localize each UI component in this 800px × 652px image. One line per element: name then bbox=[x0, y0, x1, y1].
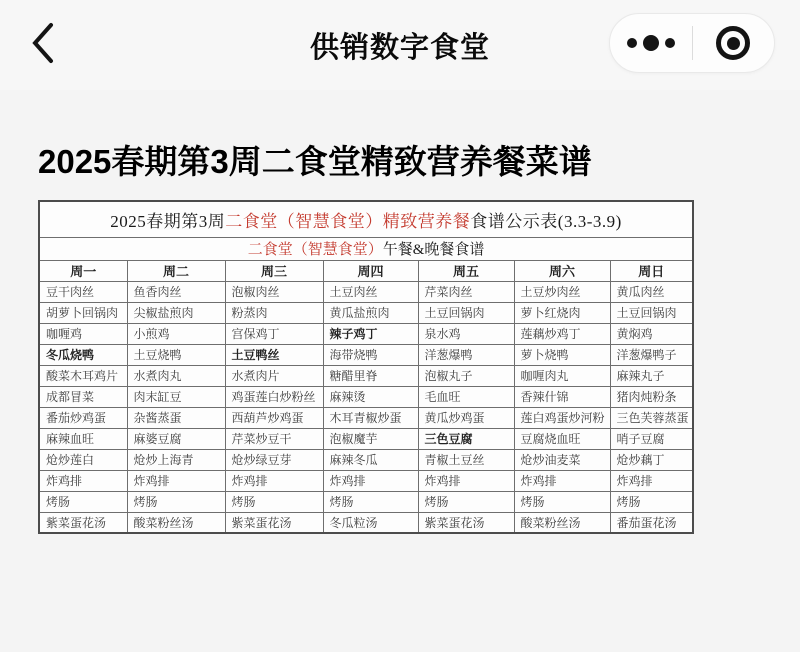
nav-bar bbox=[0, 0, 800, 90]
menu-cell: 烤肠 bbox=[514, 491, 610, 512]
title-segment: 食谱公示表(3.3-3.9) bbox=[470, 211, 622, 231]
miniprogram-capsule bbox=[609, 13, 775, 73]
menu-cell: 酸菜木耳鸡片 bbox=[39, 365, 127, 386]
menu-cell: 黄瓜肉丝 bbox=[610, 281, 693, 302]
menu-cell: 鱼香肉丝 bbox=[127, 281, 225, 302]
menu-cell: 豆干肉丝 bbox=[39, 281, 127, 302]
menu-cell: 洋葱爆鸭 bbox=[418, 344, 514, 365]
menu-cell: 萝卜红烧肉 bbox=[514, 302, 610, 323]
menu-cell: 麻辣血旺 bbox=[39, 428, 127, 449]
menu-cell: 黄焖鸡 bbox=[610, 323, 693, 344]
menu-row bbox=[39, 407, 693, 428]
menu-cell: 酸菜粉丝汤 bbox=[127, 512, 225, 533]
menu-cell: 泉水鸡 bbox=[418, 323, 514, 344]
menu-cell: 炸鸡排 bbox=[418, 470, 514, 491]
menu-table-subtitle bbox=[39, 237, 693, 260]
menu-cell: 猪肉炖粉条 bbox=[610, 386, 693, 407]
chevron-left-icon bbox=[28, 20, 58, 71]
day-header-cell: 周四 bbox=[323, 260, 418, 281]
menu-cell: 木耳青椒炒蛋 bbox=[323, 407, 418, 428]
menu-cell: 泡椒丸子 bbox=[418, 365, 514, 386]
menu-cell: 水煮肉丸 bbox=[127, 365, 225, 386]
menu-cell: 莲藕炒鸡丁 bbox=[514, 323, 610, 344]
menu-cell: 土豆回锅肉 bbox=[610, 302, 693, 323]
menu-row bbox=[39, 512, 693, 533]
menu-cell: 炝炒莲白 bbox=[39, 449, 127, 470]
menu-cell: 哨子豆腐 bbox=[610, 428, 693, 449]
menu-cell: 三色豆腐 bbox=[418, 428, 514, 449]
menu-cell: 烤肠 bbox=[418, 491, 514, 512]
menu-cell: 水煮肉片 bbox=[225, 365, 323, 386]
menu-cell: 成都冒菜 bbox=[39, 386, 127, 407]
menu-row bbox=[39, 449, 693, 470]
menu-cell: 土豆烧鸭 bbox=[127, 344, 225, 365]
day-header-cell: 周六 bbox=[514, 260, 610, 281]
menu-table bbox=[38, 200, 694, 534]
menu-row bbox=[39, 323, 693, 344]
menu-cell: 泡椒魔芋 bbox=[323, 428, 418, 449]
menu-cell: 番茄炒鸡蛋 bbox=[39, 407, 127, 428]
menu-row bbox=[39, 302, 693, 323]
menu-cell: 尖椒盐煎肉 bbox=[127, 302, 225, 323]
menu-cell: 炸鸡排 bbox=[127, 470, 225, 491]
menu-cell: 辣子鸡丁 bbox=[323, 323, 418, 344]
menu-cell: 香辣什锦 bbox=[514, 386, 610, 407]
menu-cell: 麻辣丸子 bbox=[610, 365, 693, 386]
menu-cell: 黄瓜盐煎肉 bbox=[323, 302, 418, 323]
menu-row bbox=[39, 470, 693, 491]
menu-cell: 炸鸡排 bbox=[323, 470, 418, 491]
menu-cell: 芹菜炒豆干 bbox=[225, 428, 323, 449]
menu-cell: 紫菜蛋花汤 bbox=[418, 512, 514, 533]
close-home-button[interactable] bbox=[693, 14, 775, 72]
menu-cell: 冬瓜粒汤 bbox=[323, 512, 418, 533]
menu-cell: 烤肠 bbox=[610, 491, 693, 512]
menu-cell: 土豆肉丝 bbox=[323, 281, 418, 302]
menu-cell: 黄瓜炒鸡蛋 bbox=[418, 407, 514, 428]
day-header-cell: 周日 bbox=[610, 260, 693, 281]
ellipsis-icon bbox=[627, 35, 675, 51]
day-header-cell: 周一 bbox=[39, 260, 127, 281]
menu-cell: 麻辣冬瓜 bbox=[323, 449, 418, 470]
menu-cell: 麻辣烫 bbox=[323, 386, 418, 407]
menu-cell: 莲白鸡蛋炒河粉 bbox=[514, 407, 610, 428]
back-button[interactable] bbox=[26, 22, 60, 68]
menu-cell: 土豆炒肉丝 bbox=[514, 281, 610, 302]
menu-cell: 西葫芦炒鸡蛋 bbox=[225, 407, 323, 428]
menu-cell: 炝炒藕丁 bbox=[610, 449, 693, 470]
menu-row bbox=[39, 281, 693, 302]
menu-row bbox=[39, 386, 693, 407]
menu-cell: 毛血旺 bbox=[418, 386, 514, 407]
menu-row bbox=[39, 365, 693, 386]
menu-cell: 糖醋里脊 bbox=[323, 365, 418, 386]
menu-cell: 酸菜粉丝汤 bbox=[514, 512, 610, 533]
menu-cell: 烤肠 bbox=[39, 491, 127, 512]
menu-cell: 炸鸡排 bbox=[610, 470, 693, 491]
menu-cell: 烤肠 bbox=[127, 491, 225, 512]
menu-cell: 肉末缸豆 bbox=[127, 386, 225, 407]
menu-cell: 麻婆豆腐 bbox=[127, 428, 225, 449]
menu-cell: 青椒土豆丝 bbox=[418, 449, 514, 470]
menu-cell: 海带烧鸭 bbox=[323, 344, 418, 365]
menu-cell: 咖喱鸡 bbox=[39, 323, 127, 344]
menu-cell: 泡椒肉丝 bbox=[225, 281, 323, 302]
menu-cell: 胡萝卜回锅肉 bbox=[39, 302, 127, 323]
day-header-cell: 周五 bbox=[418, 260, 514, 281]
menu-row bbox=[39, 344, 693, 365]
target-circle-icon bbox=[716, 26, 750, 60]
page-heading: 2025春期第3周二食堂精致营养餐菜谱 bbox=[38, 143, 592, 180]
title-segment: 二食堂（智慧食堂）精致营养餐 bbox=[225, 211, 471, 231]
menu-cell: 豆腐烧血旺 bbox=[514, 428, 610, 449]
menu-cell: 三色芙蓉蒸蛋 bbox=[610, 407, 693, 428]
menu-row bbox=[39, 428, 693, 449]
menu-table-body bbox=[39, 281, 693, 533]
menu-cell: 炸鸡排 bbox=[514, 470, 610, 491]
menu-cell: 芹菜肉丝 bbox=[418, 281, 514, 302]
menu-cell: 炝炒绿豆芽 bbox=[225, 449, 323, 470]
menu-cell: 炝炒上海青 bbox=[127, 449, 225, 470]
page-title: 供销数字食堂 bbox=[309, 31, 490, 64]
menu-table-title bbox=[39, 201, 693, 237]
menu-cell: 炝炒油麦菜 bbox=[514, 449, 610, 470]
menu-cell: 杂酱蒸蛋 bbox=[127, 407, 225, 428]
menu-cell: 宫保鸡丁 bbox=[225, 323, 323, 344]
menu-cell: 土豆回锅肉 bbox=[418, 302, 514, 323]
day-header-cell: 周二 bbox=[127, 260, 225, 281]
title-segment: 二食堂（智慧食堂） bbox=[247, 242, 383, 258]
menu-cell: 土豆鸭丝 bbox=[225, 344, 323, 365]
menu-cell: 紫菜蛋花汤 bbox=[225, 512, 323, 533]
title-segment: 2025春期第3周 bbox=[110, 211, 226, 231]
title-segment: 午餐&晚餐食谱 bbox=[382, 242, 485, 258]
menu-cell: 萝卜烧鸭 bbox=[514, 344, 610, 365]
menu-cell: 洋葱爆鸭子 bbox=[610, 344, 693, 365]
menu-row bbox=[39, 491, 693, 512]
menu-cell: 小煎鸡 bbox=[127, 323, 225, 344]
day-header-row bbox=[39, 260, 693, 281]
menu-cell: 烤肠 bbox=[225, 491, 323, 512]
menu-cell: 炸鸡排 bbox=[225, 470, 323, 491]
menu-cell: 番茄蛋花汤 bbox=[610, 512, 693, 533]
menu-cell: 炸鸡排 bbox=[39, 470, 127, 491]
menu-cell: 烤肠 bbox=[323, 491, 418, 512]
menu-cell: 粉蒸肉 bbox=[225, 302, 323, 323]
menu-cell: 冬瓜烧鸭 bbox=[39, 344, 127, 365]
day-header-cell: 周三 bbox=[225, 260, 323, 281]
more-button[interactable] bbox=[610, 14, 692, 72]
menu-cell: 咖喱肉丸 bbox=[514, 365, 610, 386]
menu-cell: 鸡蛋莲白炒粉丝 bbox=[225, 386, 323, 407]
menu-cell: 紫菜蛋花汤 bbox=[39, 512, 127, 533]
